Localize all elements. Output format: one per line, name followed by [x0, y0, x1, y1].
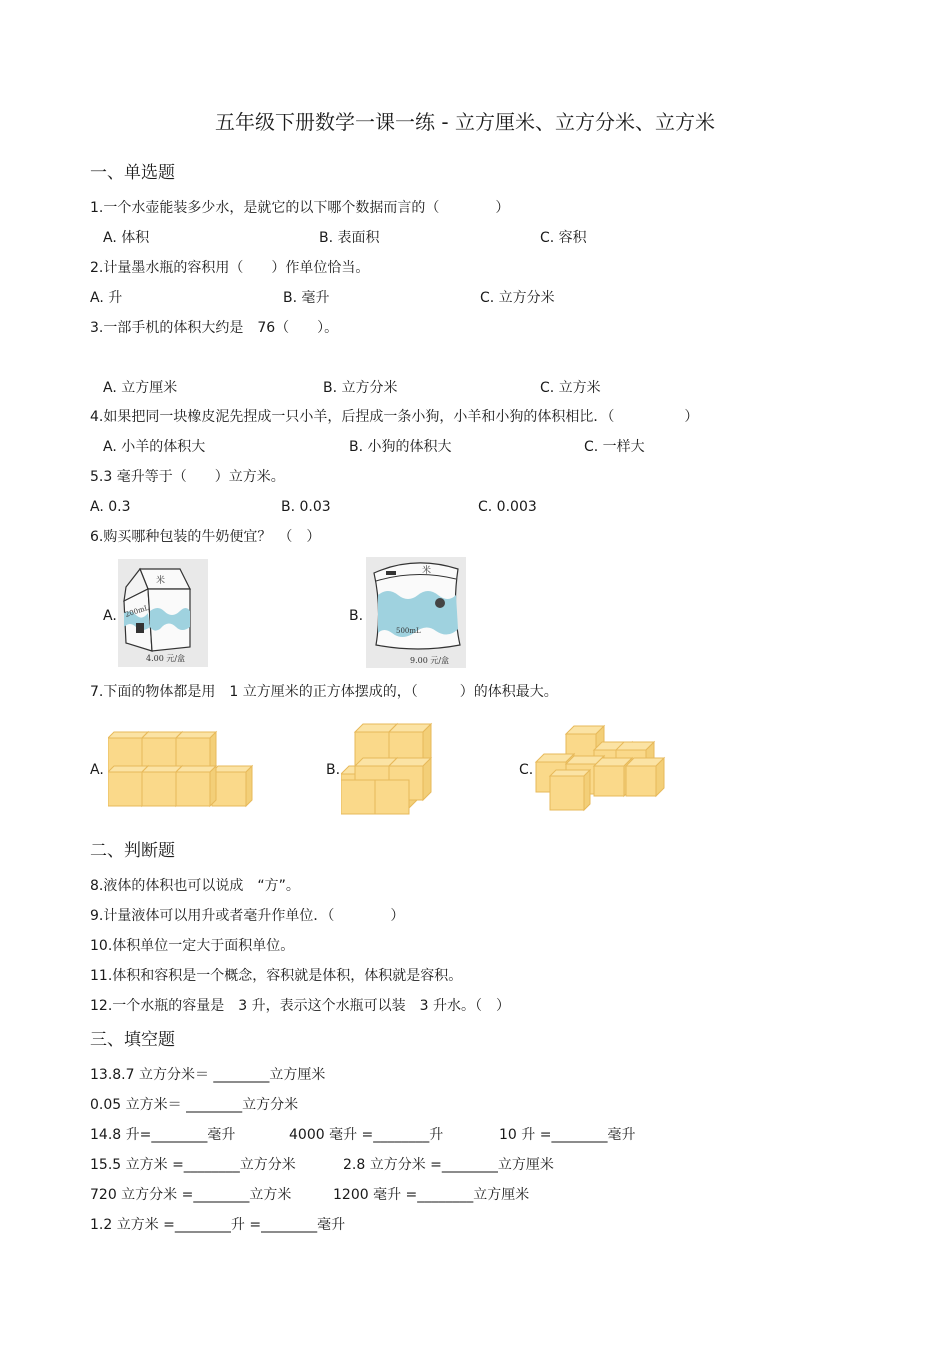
page-title: 五年级下册数学一课一练 - 立方厘米、立方分米、立方米: [215, 110, 715, 134]
question-13-line-2[interactable]: 0.05 立方米＝ ________立方分米: [90, 1097, 299, 1113]
question-7-option-a[interactable]: A.: [90, 762, 104, 778]
cube-top-face: [142, 766, 182, 772]
cube-front-face: [212, 772, 246, 806]
question-7-option-c[interactable]: C.: [519, 762, 534, 778]
question-1-option-b[interactable]: B. 表面积: [319, 230, 380, 246]
question-5-option-a[interactable]: A. 0.3: [90, 499, 131, 515]
question-14-part-3[interactable]: 10 升 =________毫升: [499, 1127, 636, 1143]
question-3-option-c[interactable]: C. 立方米: [540, 380, 601, 396]
cube-front-face: [375, 780, 409, 814]
question-15-part-3[interactable]: 720 立方分米 =________立方米: [90, 1187, 292, 1203]
cube-front-face: [550, 776, 584, 810]
milk-carton-image[interactable]: [118, 559, 208, 667]
milk-bag-image[interactable]: [366, 557, 466, 668]
question-15-part-4[interactable]: 1200 毫升 =________立方厘米: [333, 1187, 530, 1203]
cube-top-face: [212, 766, 252, 772]
section-heading-true-false: 二、判断题: [90, 841, 175, 861]
cube-side-face: [584, 770, 590, 810]
question-1-stem: 1.一个水壶能装多少水，是就它的以下哪个数据而言的（ ）: [90, 200, 510, 216]
question-3-stem: 3.一部手机的体积大约是 76（ ）。: [90, 320, 339, 336]
cube-top-face: [550, 770, 590, 776]
question-1-option-a[interactable]: A. 体积: [103, 230, 150, 246]
question-8: 8.液体的体积也可以说成 “方”。: [90, 878, 300, 894]
carton-volume-text: 200mL: [124, 603, 151, 619]
question-2-option-a[interactable]: A. 升: [90, 290, 123, 306]
cube-top-face: [176, 766, 216, 772]
question-5-option-b[interactable]: B. 0.03: [281, 499, 331, 515]
question-3-option-a[interactable]: A. 立方厘米: [103, 380, 178, 396]
cube-front-face: [341, 780, 375, 814]
question-4-stem: 4.如果把同一块橡皮泥先捏成一只小羊，后捏成一条小狗，小羊和小狗的体积相比．（ ）: [90, 409, 699, 425]
cube-side-face: [423, 758, 431, 800]
question-4-option-b[interactable]: B. 小狗的体积大: [349, 439, 452, 455]
section-heading-fill-blank: 三、填空题: [90, 1030, 175, 1050]
question-4-option-a[interactable]: A. 小羊的体积大: [103, 439, 206, 455]
question-2-option-b[interactable]: B. 毫升: [283, 290, 330, 306]
question-2-stem: 2.计量墨水瓶的容积用（ ）作单位恰当。: [90, 260, 370, 276]
question-5-option-c[interactable]: C. 0.003: [478, 499, 537, 515]
cube-figure-b[interactable]: [341, 722, 437, 816]
cube-front-face: [594, 766, 624, 796]
question-15-part-5[interactable]: 1.2 立方米 =________升 =________毫升: [90, 1217, 346, 1233]
cube-front-face: [176, 772, 210, 806]
carton-price-text: 4.00 元/盒: [146, 654, 186, 663]
question-15-part-1[interactable]: 15.5 立方米 =________立方分米: [90, 1157, 296, 1173]
cube-top-face: [142, 732, 182, 738]
question-5-stem: 5.3 毫升等于（ ）立方米。: [90, 469, 285, 485]
question-13-line-1[interactable]: 13.8.7 立方分米＝ ________立方厘米: [90, 1067, 326, 1083]
cube-top-face: [176, 732, 216, 738]
cube-figure-a[interactable]: [108, 730, 253, 814]
question-9: 9.计量液体可以用升或者毫升作单位．（ ）: [90, 908, 405, 924]
question-3-option-b[interactable]: B. 立方分米: [323, 380, 398, 396]
question-4-option-c[interactable]: C. 一样大: [584, 439, 645, 455]
question-14-part-2[interactable]: 4000 毫升 =________升: [289, 1127, 444, 1143]
question-11: 11.体积和容积是一个概念，容积就是体积，体积就是容积。: [90, 968, 463, 984]
cube-front-face: [142, 772, 176, 806]
cube-top-face: [108, 766, 148, 772]
cube-front-face: [626, 766, 656, 796]
question-10: 10.体积单位一定大于面积单位。: [90, 938, 295, 954]
question-6-option-b[interactable]: B.: [349, 608, 364, 624]
cube-side-face: [246, 766, 252, 806]
section-heading-single-choice: 一、单选题: [90, 163, 175, 183]
cube-front-face: [108, 772, 142, 806]
question-6-option-a[interactable]: A.: [103, 608, 117, 624]
question-12: 12.一个水瓶的容量是 3 升，表示这个水瓶可以装 3 升水。（ ）: [90, 998, 510, 1014]
question-6-stem: 6.购买哪种包装的牛奶便宜？ （ ）: [90, 529, 321, 545]
bag-volume-text: 500mL: [396, 627, 421, 635]
bag-label-text: 米: [422, 566, 432, 576]
bag-price-text: 9.00 元/盒: [410, 656, 450, 665]
question-7-option-b[interactable]: B.: [326, 762, 341, 778]
question-14-part-1[interactable]: 14.8 升=________毫升: [90, 1127, 236, 1143]
question-15-part-2[interactable]: 2.8 立方分米 =________立方厘米: [343, 1157, 554, 1173]
cube-top-face: [108, 732, 148, 738]
cube-side-face: [210, 766, 216, 806]
question-7-stem: 7.下面的物体都是用 1 立方厘米的正方体摆成的，（ ）的体积最大。: [90, 684, 558, 700]
carton-label-text: 米: [156, 576, 166, 586]
cube-figure-c[interactable]: [530, 710, 680, 818]
question-2-option-c[interactable]: C. 立方分米: [480, 290, 555, 306]
question-1-option-c[interactable]: C. 容积: [540, 230, 587, 246]
